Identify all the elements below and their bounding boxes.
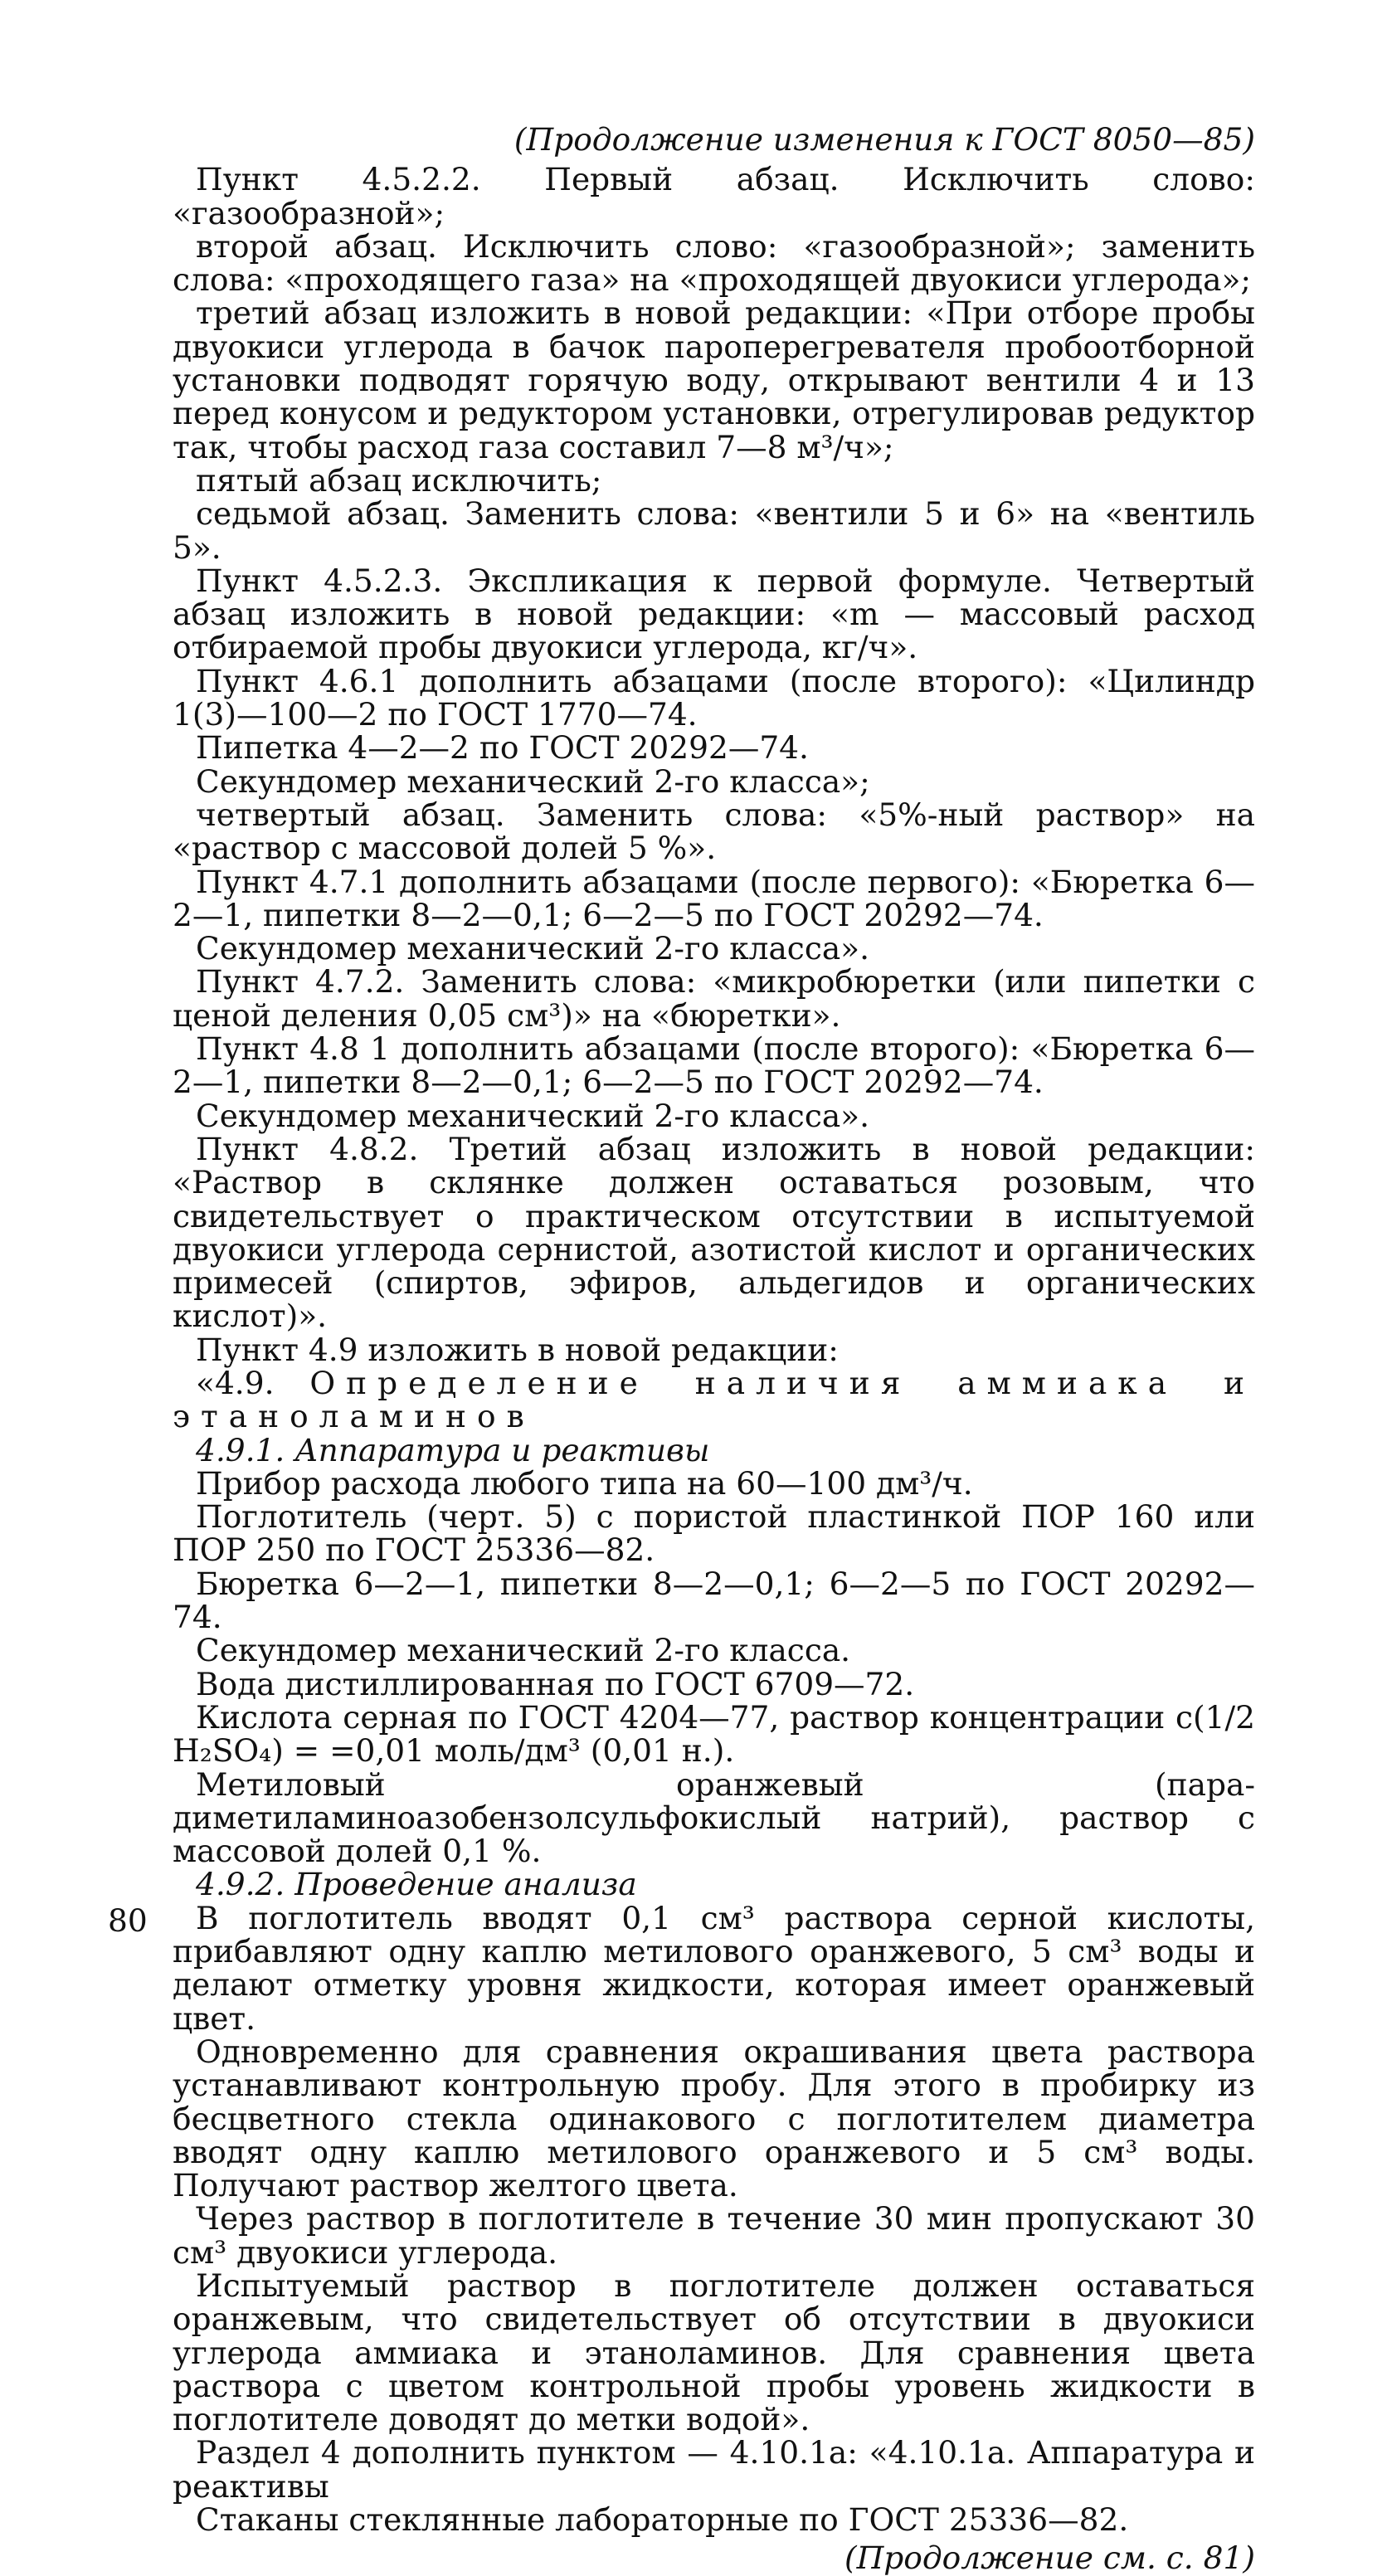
paragraph: третий абзац изложить в новой редакции: «При отборе пробы двуокиси углерода в бачок пароперегревателя пробоотборной установки подводят горячую воду, открывают вентили 4 и 13 перед конусом и редуктором установки, отрегулировав редуктор так, чтобы расход газа составил 7—8 м³/ч»; [173,295,1255,465]
paragraph: пятый абзац исключить; [196,461,602,499]
paragraph: Пункт 4.7.1 дополнить абзацами (после первого): «Бюретка 6—2—1, пипетки 8—2—0,1; 6—2—5 по ГОСТ 20292—74. [173,863,1255,933]
paragraph: В поглотитель вводят 0,1 см³ раствора серной кислоты, прибавляют одну каплю метилового оранжевого, 5 см³ воды и делают отметку уровня жидкости, которая имеет оранжевый цвет. [173,1899,1255,2037]
paragraph: Секундомер механический 2-го класса». [196,930,870,967]
paragraph: Кислота серная по ГОСТ 4204—77, раствор концентрации c(1/2 H₂SO₄) = =0,01 моль/дм³ (0,01 н.). [173,1698,1255,1770]
paragraph: четвертый абзац. Заменить слова: «5%-ный раствор» на «раствор с массовой долей 5 %». [173,796,1255,867]
paragraph: Метиловый оранжевый (пара-диметиламиноазобензолсульфокислый натрий), раствор с массовой долей 0,1 %. [173,1765,1255,1870]
paragraph: Секундомер механический 2-го класса». [196,1097,870,1134]
paragraph: Пункт 4.7.2. Заменить слова: «микробюретки (или пипетки с ценой деления 0,05 см³)» на «бюретки». [173,963,1255,1034]
paragraph: Пункт 4.6.1 дополнить абзацами (после второго): «Цилиндр 1(3)—100—2 по ГОСТ 1770—74. [173,662,1255,733]
paragraph: Пункт 4.9 изложить в новой редакции: [196,1331,839,1368]
continuation-footer: (Продолжение см. с. 81) [844,2539,1255,2576]
page-number: 80 [108,1902,148,1939]
paragraph: Прибор расхода любого типа на 60—100 дм³/ч. [196,1464,973,1502]
section-heading [173,1366,1255,1434]
paragraph: Стаканы стеклянные лабораторные по ГОСТ 25336—82. [196,2501,1129,2539]
paragraph: Поглотитель (черт. 5) с пористой пластинкой ПОР 160 или ПОР 250 по ГОСТ 25336—82. [173,1498,1255,1569]
subsection-heading: 4.9.1. Аппаратура и реактивы [196,1431,710,1468]
paragraph: Пункт 4.8 1 дополнить абзацами (после второго): «Бюретка 6—2—1, пипетки 8—2—0,1; 6—2—5 по ГОСТ 20292—74. [173,1030,1255,1101]
paragraph: Пункт 4.8.2. Третий абзац изложить в новой редакции: «Раствор в склянке должен оставаться розовым, что свидетельствует о практическом отсутствии в испытуемой двуокиси углерода сернистой, азотистой кислот и органических примесей (спиртов, эфиров, альдегидов и органических кислот)». [173,1130,1255,1335]
paragraph: Испытуемый раствор в поглотителе должен оставаться оранжевым, что свидетельствует об отсутствии в двуокиси углерода аммиака и этаноламинов. Для сравнения цвета раствора с цветом контрольной пробы уровень жидкости в поглотителе доводят до метки водой». [173,2267,1255,2438]
paragraph: седьмой абзац. Заменить слова: «вентили 5 и 6» на «вентиль 5». [173,495,1255,566]
paragraph: Бюретка 6—2—1, пипетки 8—2—0,1; 6—2—5 по ГОСТ 20292—74. [173,1565,1255,1636]
paragraph: Секундомер механический 2-го класса. [196,1632,851,1669]
paragraph: Через раствор в поглотителе в течение 30 мин пропускают 30 см³ двуокиси углерода. [173,2200,1255,2271]
paragraph: Вода дистиллированная по ГОСТ 6709—72. [196,1665,915,1702]
paragraph: Пипетка 4—2—2 по ГОСТ 20292—74. [196,729,809,767]
subsection-heading: 4.9.2. Проведение анализа [196,1866,637,1903]
paragraph: Одновременно для сравнения окрашивания цвета раствора устанавливают контрольную пробу. Для этого в пробирку из бесцветного стекла одинакового с поглотителем диаметра вводят одну каплю метилового оранжевого и 5 см³ воды. Получают раствор желтого цвета. [173,2033,1255,2204]
paragraph: Раздел 4 дополнить пунктом — 4.10.1а: «4.10.1а. Аппаратура и реактивы [173,2434,1255,2505]
paragraph: второй абзац. Исключить слово: «газообразной»; заменить слова: «проходящего газа» на «проходящей двуокиси углерода»; [173,227,1255,299]
continuation-header: (Продолжение изменения к ГОСТ 8050—85) [513,121,1255,158]
paragraph: Секундомер механический 2-го класса»; [196,762,870,800]
section-title: Определение наличия аммиака и этаноламинов [173,1364,1255,1435]
paragraph: Пункт 4.5.2.2. Первый абзац. Исключить слово: «газообразной»; [173,161,1255,231]
document-page [173,123,1255,2575]
section-number: «4.9. [196,1364,275,1401]
paragraph: Пункт 4.5.2.3. Экспликация к первой формуле. Четвертый абзац изложить в новой редакции: «m — массовый расход отбираемой пробы двуокиси углерода, кг/ч». [173,562,1255,666]
